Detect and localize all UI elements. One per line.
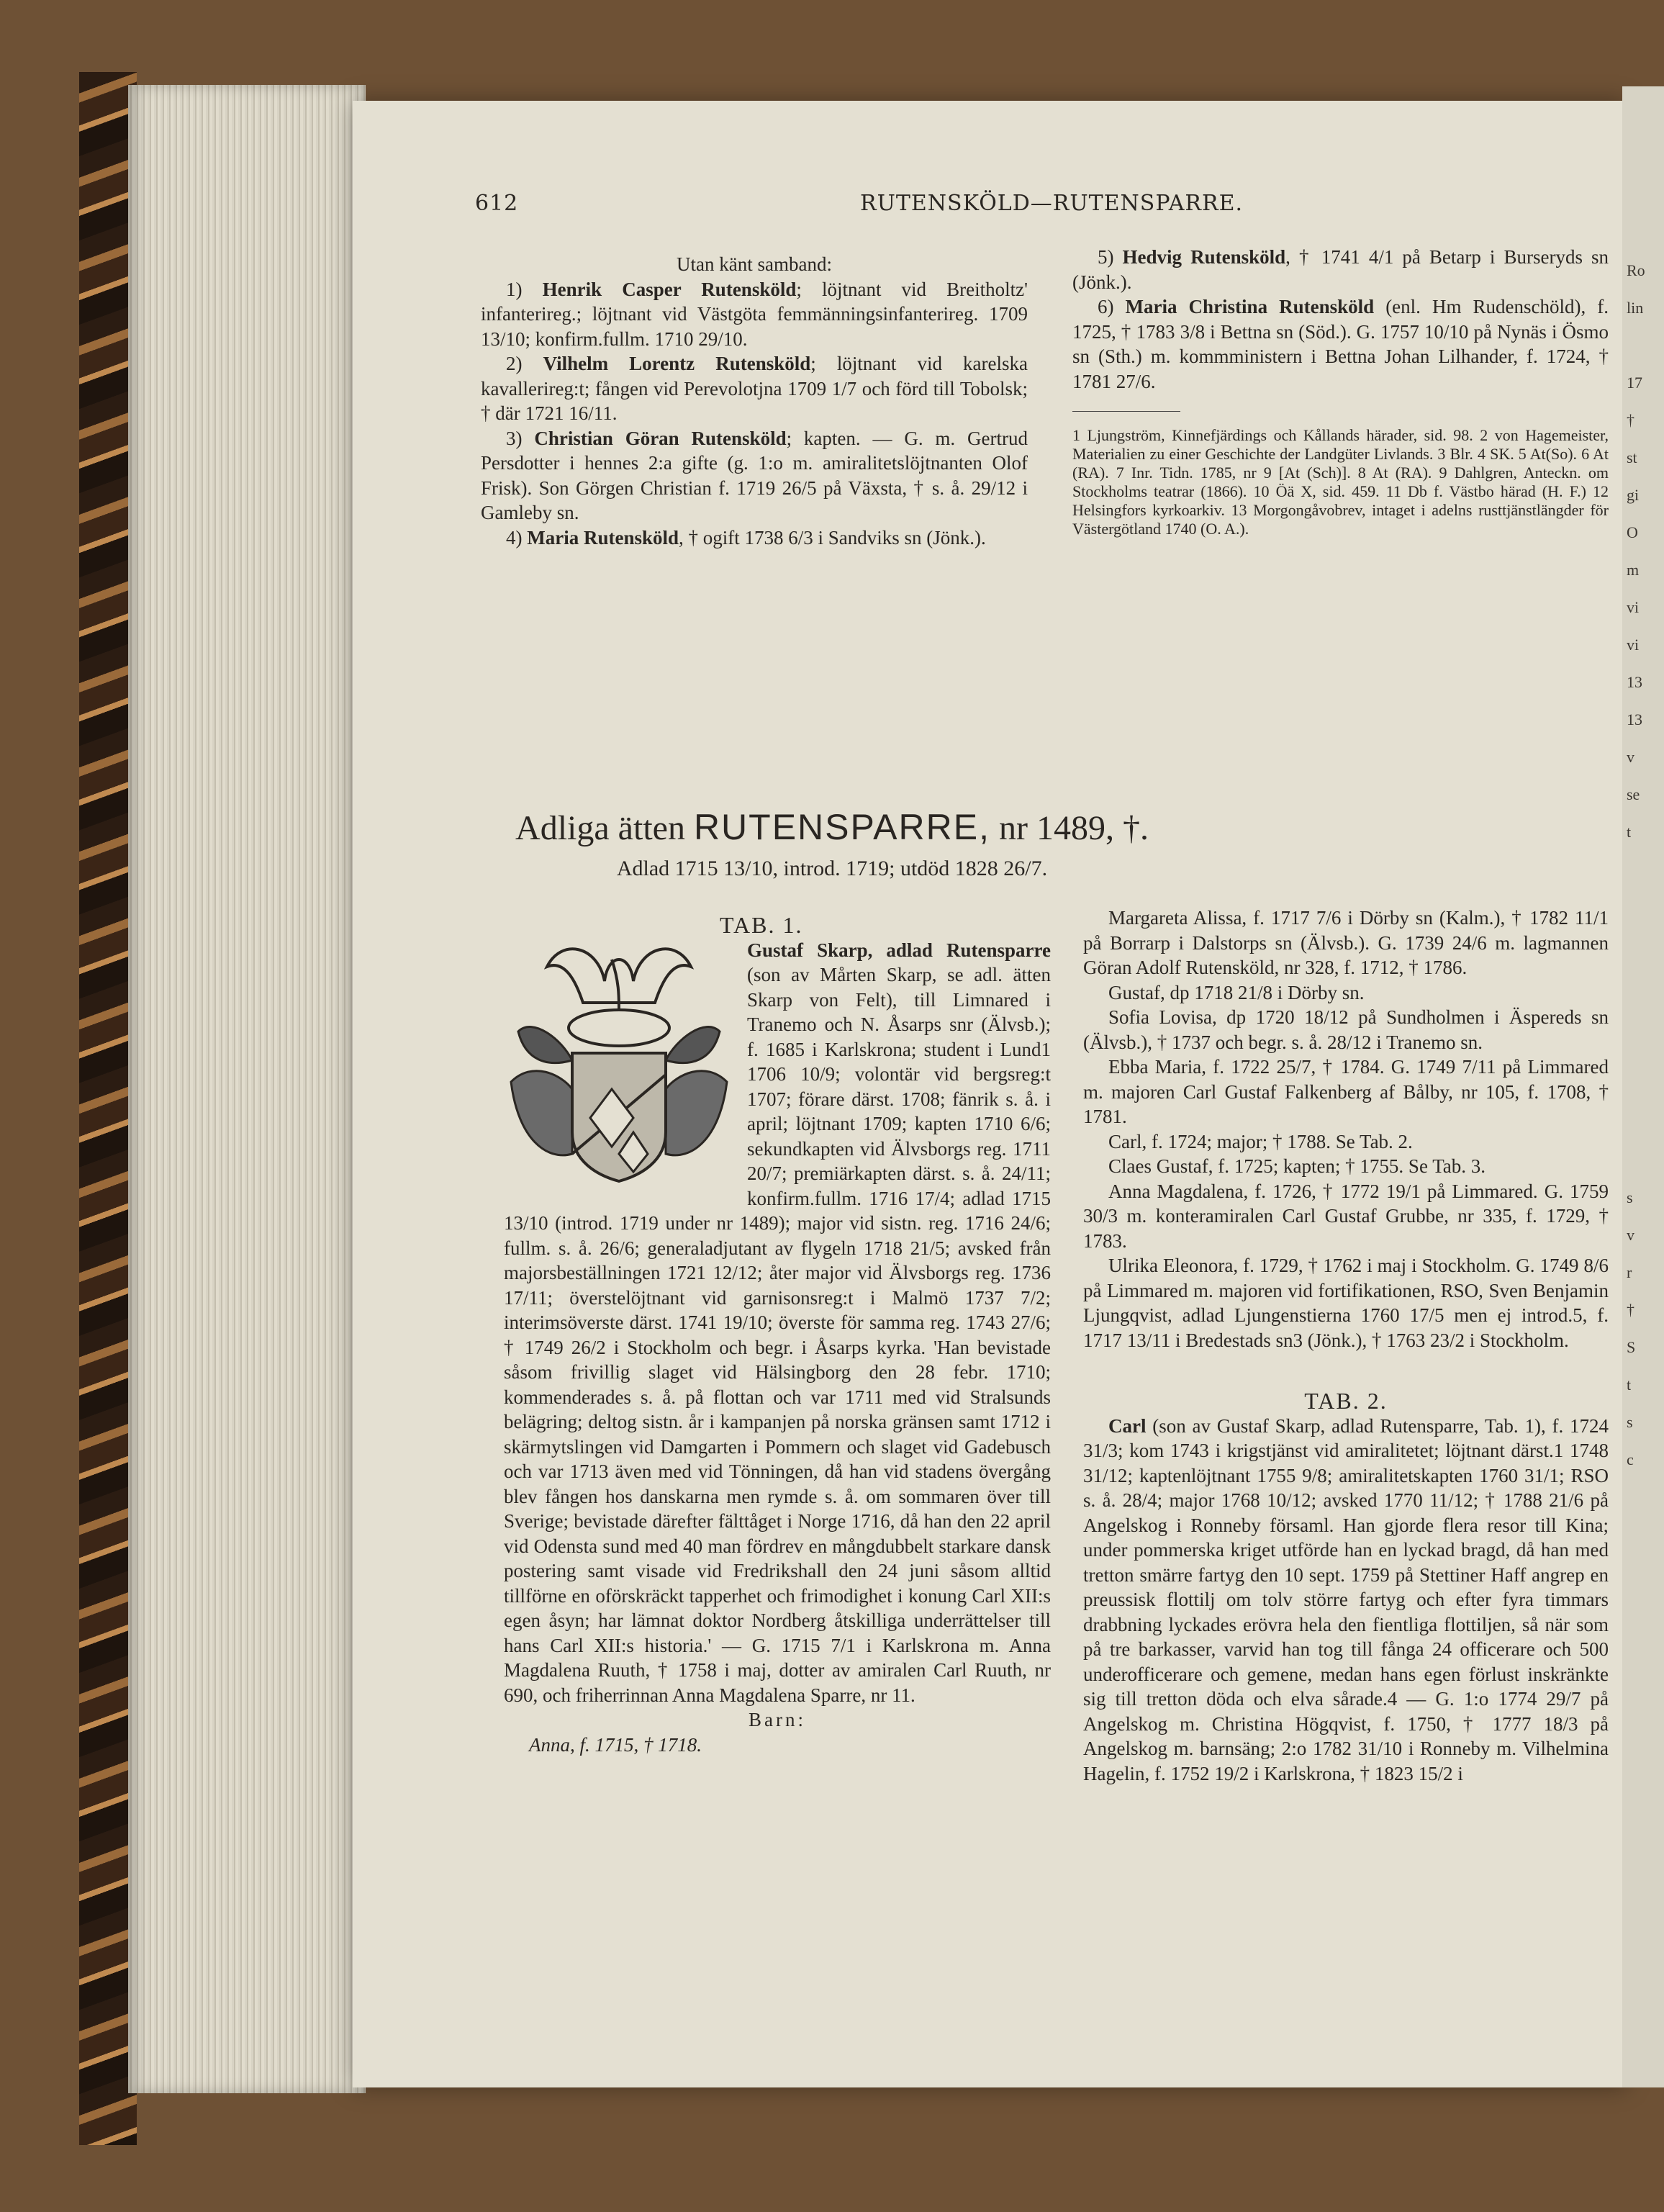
facing-page-fragment <box>1622 327 1664 364</box>
footnote-rule <box>1072 411 1180 412</box>
entry-2: 2) Vilhelm Lorentz Rutensköld; löjtnant vid karelska kavallerireg:t; fången vid Perevolotjna 1709 1/7 och förd till Tobolsk; † där 1721 16/11. <box>481 353 1028 424</box>
facing-page-edge <box>1622 86 1664 2087</box>
facing-page-fragment: Ro <box>1627 261 1645 279</box>
facing-page-fragment: se <box>1627 785 1640 803</box>
facing-page-fragment: t <box>1627 823 1632 841</box>
facing-page-fragment: v <box>1627 1226 1634 1244</box>
entry-1: 1) Henrik Casper Rutensköld; löjtnant vid Breitholtz' infanterireg.; löjtnant vid Västgöta femmänningsinfanterireg. 1709 13/10; konfirm.fullm. 1710 29/10. <box>481 278 1028 350</box>
child-anna: Anna, f. 1715, † 1718. <box>529 1733 702 1756</box>
facing-page-fragment: vi <box>1627 598 1640 616</box>
left-top-column <box>481 252 1028 550</box>
children-label: Barn: <box>749 1709 806 1730</box>
right-lower-column <box>1083 906 1609 1786</box>
tab2-body: Carl (son av Gustaf Skarp, adlad Rutensparre, Tab. 1), f. 1724 31/3; kom 1743 i krigstjänst vid amiralitetet; löjtnant därst.1 1748 31/12; kaptenlöjtnant 1755 9/8; amiralitetskapten 1760 31/1; RSO s. å. 28/4; major 1768 10/12; avsked 1770 11/12; † 1788 21/6 på Angelskog i Ronneby församl. Han gjorde flera resor till Kina; under pommerska kriget utförde han en lyckad bragd, då han med tretton smärre fartyg den 10 sept. 1759 på Stettiner Haff angrep en preussisk flottilj om tolv större fartyg och efter fyra timmars drabbning lyckades erövra hela den fientliga flottiljen, så när som på tre barkasser, varvid han tog till fånga 24 officerare och 500 underofficerare och gemene, medan hans egen förlust inskränkte sig till tretton döda och elva sårade.4 — G. 1:o 1774 29/7 på Angelskog m. Christina Högqvist, f. 1750, † 1777 18/3 på Angelskog m. barnsäng; 2:o 1782 31/10 i Ronneby m. Vilhelmina Hagelin, f. 1752 19/2 i Karlskrona, † 1823 15/2 i <box>1083 1414 1609 1784</box>
child-entry: Ulrika Eleonora, f. 1729, † 1762 i maj i Stockholm. G. 1749 8/6 på Limmared m. majoren vid fortifikationen, RSO, Sven Benjamin Ljungqvist, adlad Ljungenstierna 1760 17/5 men ej introd.5, f. 1717 13/11 i Bredestads sn3 (Jönk.), † 1763 23/2 i Stockholm. <box>1083 1255 1609 1351</box>
child-entry: Sofia Lovisa, dp 1720 18/12 på Sundholmen i Äspereds sn (Älvsb.), † 1737 och begr. s. å. 28/12 i Tranemo sn. <box>1083 1006 1609 1053</box>
facing-page-fragment: st <box>1627 448 1637 466</box>
facing-page-fragment: c <box>1627 1450 1634 1468</box>
child-entry: Carl, f. 1724; major; † 1788. Se Tab. 2. <box>1108 1130 1413 1152</box>
facing-page-fragment: 13 <box>1627 673 1642 691</box>
facing-page-fragment: † <box>1627 1301 1634 1319</box>
entry-3: 3) Christian Göran Rutensköld; kapten. — G. m. Gertrud Persdotter i hennes 2:a gifte (g. 1:o m. amiralitetslöjtnanten Olof Frisk). Son Görgen Christian f. 1719 26/5 på Växsta, † s. å. 29/12 i Gamleby sn. <box>481 427 1028 523</box>
family-title: Adliga ätten RUTENSPARRE, nr 1489, †. <box>515 807 1149 847</box>
child-entry: Ebba Maria, f. 1722 25/7, † 1784. G. 1749 7/11 på Limmared m. majoren Carl Gustaf Falkenberg af Bålby, nr 105, f. 1708, † 1781. <box>1083 1056 1609 1127</box>
tab2-heading: TAB. 2. <box>1304 1388 1388 1414</box>
facing-page-fragment: † <box>1627 411 1634 429</box>
section-heading: Utan känt samband: <box>677 253 832 275</box>
facing-page-fragment: v <box>1627 748 1634 766</box>
entry-5: 5) Hedvig Rutensköld, † 1741 4/1 på Betarp i Burseryds sn (Jönk.). <box>1072 246 1609 293</box>
ennoblement-line: Adlad 1715 13/10, introd. 1719; utdöd 1828 26/7. <box>616 857 1048 880</box>
facing-page-fragment: vi <box>1627 636 1640 654</box>
facing-page-fragment: gi <box>1627 486 1640 504</box>
child-entry: Gustaf, dp 1718 21/8 i Dörby sn. <box>1108 981 1365 1003</box>
page-number: 612 <box>475 191 519 216</box>
child-entry: Anna Magdalena, f. 1726, † 1772 19/1 på Limmared. G. 1759 30/3 m. konteramiralen Carl Gustaf Grubbe, nr 335, f. 1729, † 1783. <box>1083 1180 1609 1252</box>
tab1-heading: TAB. 1. <box>720 912 803 938</box>
child-entry: Claes Gustaf, f. 1725; kapten; † 1755. Se Tab. 3. <box>1108 1155 1486 1177</box>
running-head: RUTENSKÖLD—RUTENSPARRE. <box>860 191 1244 216</box>
facing-page-fragment: 13 <box>1627 710 1642 728</box>
facing-page-fragment: s <box>1627 1413 1633 1431</box>
facing-page-fragment: lin <box>1627 299 1644 317</box>
facing-page-fragment <box>1622 1142 1664 1179</box>
facing-page-fragment <box>1622 1104 1664 1142</box>
entry-6: 6) Maria Christina Rutensköld (enl. Hm Rudenschöld), f. 1725, † 1783 3/8 i Bettna sn (Söd.). G. 1757 10/10 på Nynäs i Ösmo sn (Sth.) m. kommministern i Bettna Johan Lilhander, f. 1724, † 1781 27/6. <box>1072 296 1609 392</box>
facing-page-fragment: O <box>1627 523 1638 541</box>
tab1-column <box>504 913 1051 1757</box>
right-top-column <box>1072 245 1609 538</box>
page-stack <box>128 85 366 2093</box>
tab1-body: Gustaf Skarp, adlad Rutensparre (son av Mårten Skarp, se adl. ätten Skarp von Felt), till Limnared i Tranemo och N. Åsarps snr (Älvsb.); f. 1685 i Karlskrona; student i Lund1 1706 10/9; volontär vid bergsreg:t 1707; förare därst. 1708; fänrik s. å. i april; löjtnant 1709; kapten 1710 6/6; sekundkapten vid Älvsborgs reg. 1711 20/7; premiärkapten därst. s. å. 24/11; konfirm.fullm. 1716 17/4; adlad 1715 13/10 (introd. 1719 under nr 1489); major vid sistn. reg. 1716 24/6; fullm. s. å. 26/6; generaladjutant av flygeln 1718 21/5; avsked från majorsbeställningen 1721 12/12; åter major vid Älvsborgs reg. 1736 17/11; överstelöjtnant vid garnisonsreg:t i Malmö 1737 7/2; interimsöverste därst. 1741 19/10; överste för samma reg. 1743 27/6; † 1749 26/2 i Stockholm och begr. i Åsarps kyrka. 'Han bevistade såsom frivillig slaget vid Hälsingborg den 28 febr. 1710; kommenderades s. å. på flottan och var 1711 med vid Stralsunds belägring; deltog sistn. år i kampanjen på norska gränsen samt 1712 i skärmytslingen vid Damgarten i Pommern och slaget vid Gadebusch och var 1713 även med vid Tönningen, då han vid stadens övergång blev fången hos danskarna men rymde s. å. om sommaren över till Sverige; bevistade därefter fälttåget i Norge 1716, då han den 22 april vid Odensta sund med 40 man fördrev en mångdubbelt starkare dansk postering samt visade vid Fredrikshall den 24 juni såsom alltid tillförne en oförskräckt tapperhet och frimodighet i konung Carl XII:s egen åsyn; har lämnat doktor Nordberg åtskilliga underrättelser till hans Carl XII:s historia.' — G. 1715 7/1 i Karlskrona m. Anna Magdalena Ruuth, † 1758 i maj, dotter av amiralen Carl Ruuth, nr 690, och friherrinnan Anna Magdalena Sparre, nr 11. <box>504 939 1051 1706</box>
facing-page-fragment: t <box>1627 1376 1632 1394</box>
coat-of-arms-icon <box>504 938 734 1183</box>
child-entry: Margareta Alissa, f. 1717 7/6 i Dörby sn (Kalm.), † 1782 11/1 på Borrarp i Dalstorps sn (Älvsb.). G. 1739 24/6 m. lagmannen Göran Adolf Rutensköld, nr 328, f. 1712, † 1786. <box>1083 907 1609 978</box>
facing-page-fragment: S <box>1627 1338 1636 1356</box>
footnotes: 1 Ljungström, Kinnefjärdings och Kållands härader, sid. 98. 2 von Hagemeister, Materialien zu einer Geschichte der Landgüter Livlands. 3 Blr. 4 SK. 5 At(So). 6 At (RA). 7 Inr. Tidn. 1785, nr 9 [At (Sch)]. 8 At (RA). 9 Dahlgren, Anteckn. om Stockholms teatrar (1866). 10 Öä X, sid. 459. 11 Db f. Västbo härad (H. F.) 12 Helsingfors kyrkoarkiv. 13 Morgongåvobrev, intaget i adelns rusttjänstlängder för Västergötland 1740 (O. A.). <box>1072 426 1609 538</box>
facing-page-fragment: r <box>1627 1263 1632 1281</box>
facing-page-fragment <box>1622 1067 1664 1104</box>
facing-page-fragment: 17 <box>1627 374 1642 392</box>
facing-page-fragment: s <box>1627 1188 1633 1206</box>
facing-page-fragment: m <box>1627 561 1640 579</box>
entry-4: 4) Maria Rutensköld, † ogift 1738 6/3 i Sandviks sn (Jönk.). <box>506 526 986 549</box>
